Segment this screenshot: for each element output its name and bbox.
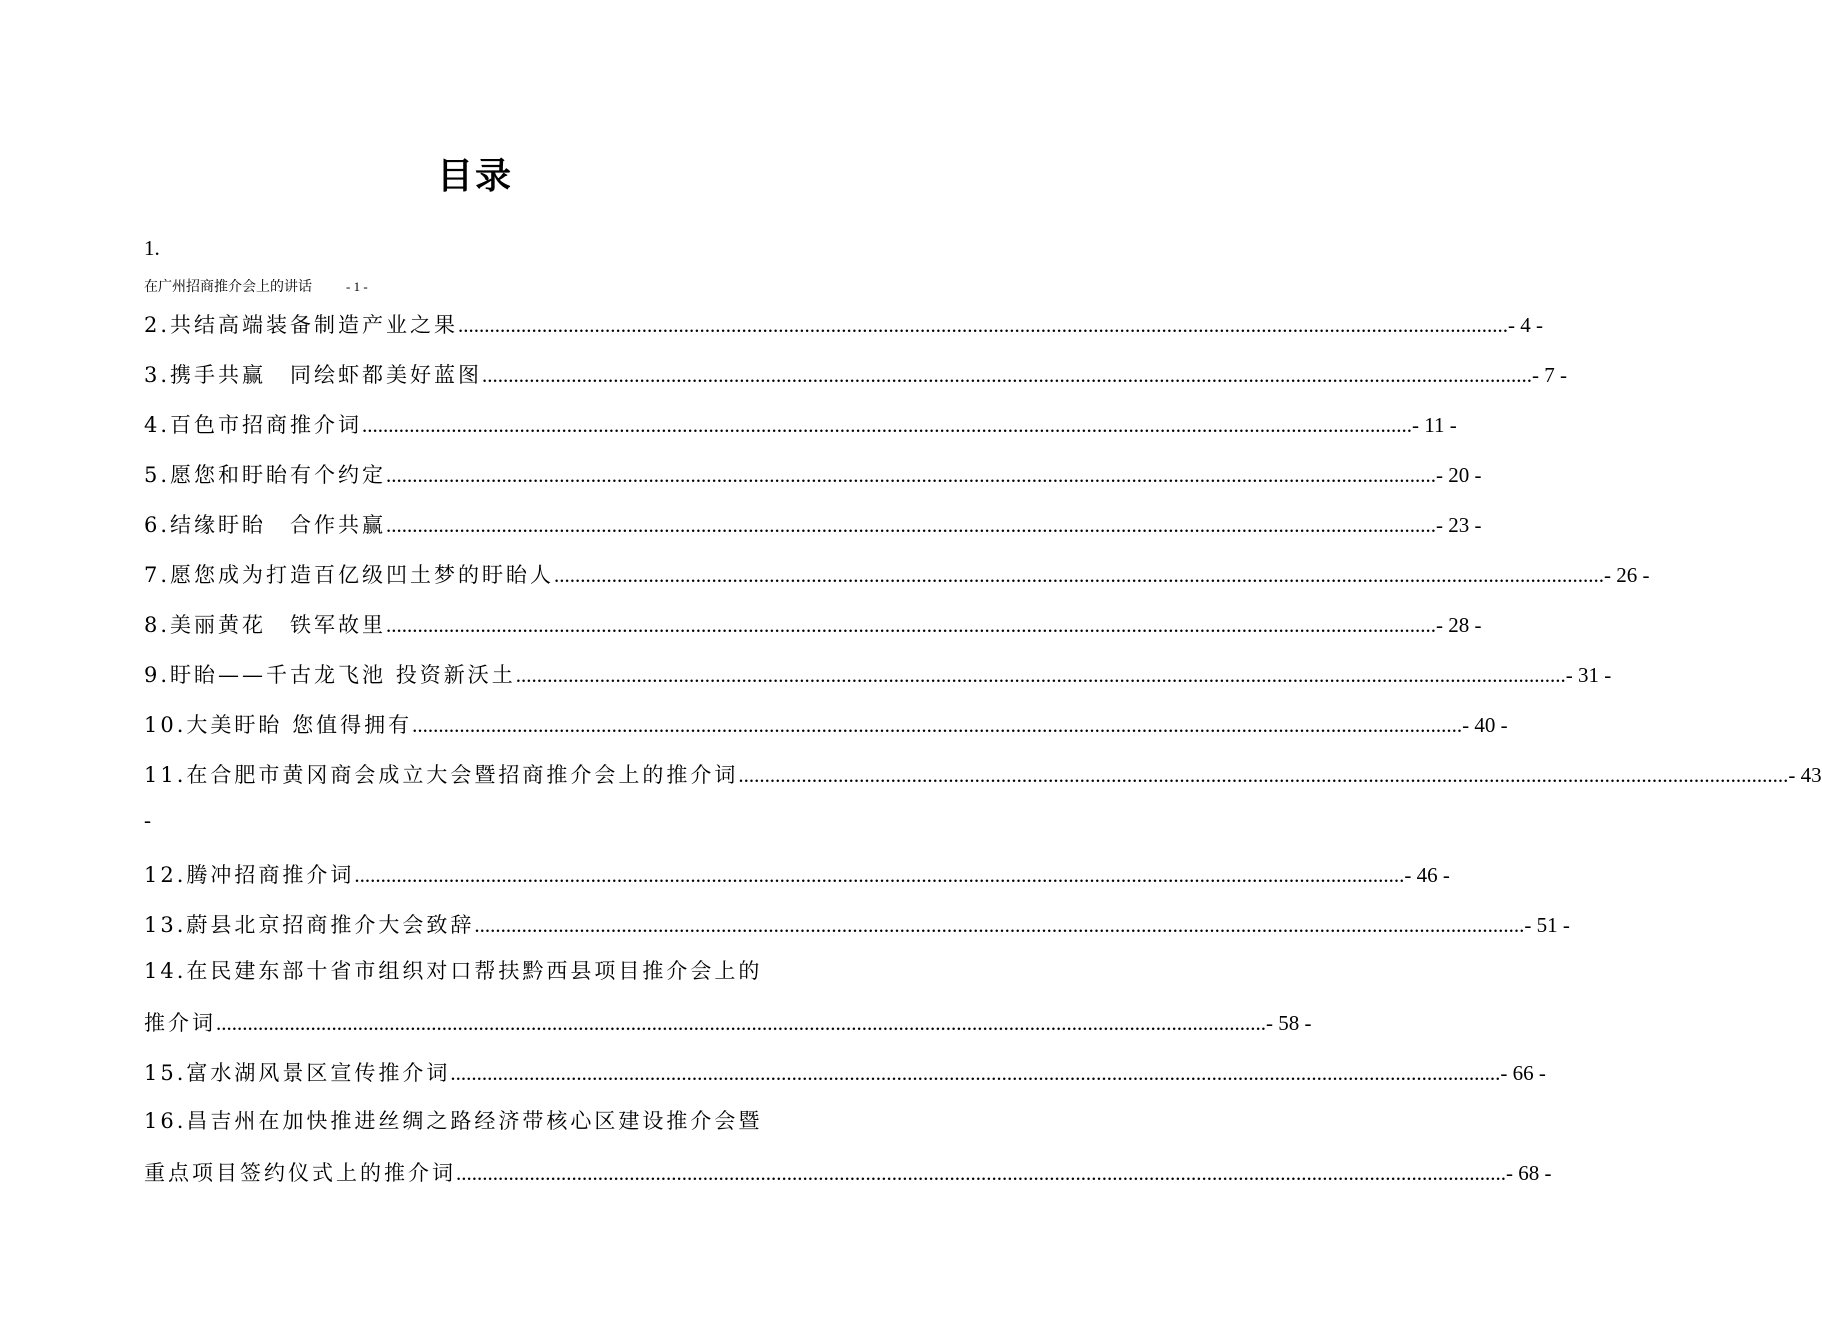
toc-entry-text: 重点项目签约仪式上的推介词 xyxy=(144,1161,456,1185)
toc-entry[interactable] xyxy=(144,906,1570,940)
toc-leader-dots: ........................................................................................................................................................................................................ xyxy=(456,1161,1506,1185)
toc-leader-dots: ........................................................................................................................................................................................................ xyxy=(482,363,1533,387)
toc-entry-page: - 20 - xyxy=(1436,463,1482,487)
toc-entry-text: 15.富水湖风景区宣传推介词 xyxy=(144,1061,451,1085)
toc-leader-dots: ........................................................................................................................................................................................................ xyxy=(386,513,1437,537)
toc-entry-text: 4.百色市招商推介词 xyxy=(144,413,363,437)
toc-entry-14-line1[interactable]: 14.在民建东部十省市组织对口帮扶黔西县项目推介会上的 xyxy=(144,959,763,983)
toc-entry[interactable] xyxy=(144,356,1568,390)
toc-entry-text: 推介词 xyxy=(144,1011,216,1035)
toc-entry-14[interactable] xyxy=(144,1004,1312,1038)
toc-entry-text: 6.结缘盱眙 合作共赢 xyxy=(144,513,387,537)
toc-entry-page: - 26 - xyxy=(1604,563,1650,587)
toc-entry[interactable] xyxy=(144,556,1650,590)
toc-entry-15[interactable] xyxy=(144,1054,1546,1088)
toc-entry-11-page-wrap: - xyxy=(144,808,151,832)
toc-entry-page: - 31 - xyxy=(1565,663,1612,687)
toc-leader-dots: ........................................................................................................................................................................................................ xyxy=(386,613,1437,637)
toc-entry-page: - 51 - xyxy=(1524,913,1570,937)
toc-leader-dots: ........................................................................................................................................................................................................ xyxy=(515,663,1566,687)
toc-entry-page: - 43 xyxy=(1788,763,1822,787)
toc-leader-dots: ........................................................................................................................................................................................................ xyxy=(216,1011,1266,1035)
toc-entry-16[interactable] xyxy=(144,1154,1552,1188)
toc-entry-1-page: - 1 - xyxy=(346,279,368,294)
toc-leader-dots: ........................................................................................................................................................................................................ xyxy=(738,763,1789,787)
toc-leader-dots: ........................................................................................................................................................................................................ xyxy=(450,1061,1501,1085)
toc-entry-page: - 46 - xyxy=(1404,863,1450,887)
toc-entry[interactable] xyxy=(144,856,1450,890)
toc-title: 目录 xyxy=(436,155,513,197)
toc-entry[interactable] xyxy=(144,606,1482,640)
toc-leader-dots: ........................................................................................................................................................................................................ xyxy=(474,913,1525,937)
toc-entry-text: 8.美丽黄花 铁军故里 xyxy=(144,613,387,637)
toc-entry[interactable] xyxy=(144,306,1544,340)
toc-leader-dots: ........................................................................................................................................................................................................ xyxy=(386,463,1437,487)
toc-entry-text: 13.蔚县北京招商推介大会致辞 xyxy=(144,913,475,937)
toc-entry-page: - 4 - xyxy=(1508,313,1544,337)
toc-leader-dots: ........................................................................................................................................................................................................ xyxy=(412,713,1463,737)
toc-entry-16-line1[interactable]: 16.昌吉州在加快推进丝绸之路经济带核心区建设推介会暨 xyxy=(144,1109,763,1133)
toc-leader-dots: ........................................................................................................................................................................................................ xyxy=(362,413,1413,437)
toc-entry-text: 11.在合肥市黄冈商会成立大会暨招商推介会上的推介词 xyxy=(144,763,739,787)
toc-entry-page: - 68 - xyxy=(1506,1161,1552,1185)
toc-entry-1-number: 1. xyxy=(144,236,160,260)
toc-leader-dots: ........................................................................................................................................................................................................ xyxy=(354,863,1405,887)
toc-entry-text: 5.愿您和盱眙有个约定 xyxy=(144,463,387,487)
toc-entry[interactable] xyxy=(144,706,1508,740)
toc-entry-page: - 7 - xyxy=(1532,363,1568,387)
toc-entry-page: - 11 - xyxy=(1412,413,1457,437)
toc-entry-page: - 28 - xyxy=(1436,613,1482,637)
toc-entry-text: 10.大美盱眙 您值得拥有 xyxy=(144,713,413,737)
toc-entry-page: - 40 - xyxy=(1462,713,1508,737)
toc-entry[interactable] xyxy=(144,456,1482,490)
toc-entry[interactable] xyxy=(144,656,1612,690)
toc-entry-text: 3.携手共赢 同绘虾都美好蓝图 xyxy=(144,363,483,387)
toc-entry-text: 7.愿您成为打造百亿级凹土梦的盱眙人 xyxy=(144,563,555,587)
toc-entry-text: 2.共结高端装备制造产业之果 xyxy=(144,313,459,337)
toc-leader-dots: ........................................................................................................................................................................................................ xyxy=(554,563,1605,587)
toc-entry-11[interactable] xyxy=(144,756,1822,790)
toc-entry-text: 9.盱眙——千古龙飞池 投资新沃土 xyxy=(144,663,516,687)
toc-entry-1-text: 在广州招商推介会上的讲话 xyxy=(144,279,312,295)
toc-entry[interactable] xyxy=(144,506,1482,540)
toc-entry-page: - 66 - xyxy=(1500,1061,1546,1085)
toc-entry-page: - 23 - xyxy=(1436,513,1482,537)
toc-entry[interactable] xyxy=(144,406,1457,440)
toc-leader-dots: ........................................................................................................................................................................................................ xyxy=(458,313,1509,337)
toc-entry-text: 12.腾冲招商推介词 xyxy=(144,863,355,887)
toc-entry-page: - 58 - xyxy=(1266,1011,1312,1035)
toc-entry-1[interactable] xyxy=(144,276,368,296)
